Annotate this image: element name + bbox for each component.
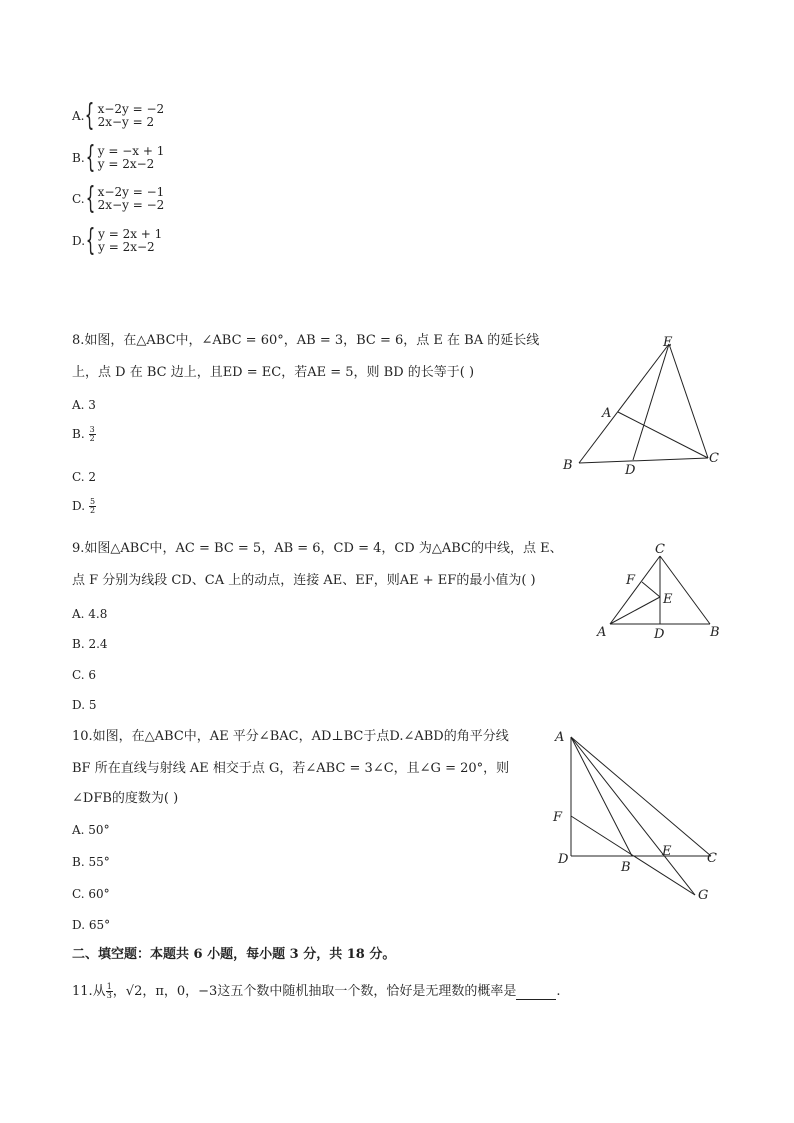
option-label: A. xyxy=(72,109,85,123)
ray-ag xyxy=(571,737,695,895)
numerator: 1 xyxy=(106,982,112,991)
q8-option-d xyxy=(72,498,96,515)
q10-stem-line1: 10.如图，在△ABC中，AE 平分∠BAC，AD⊥BC于点D.∠ABD的角平分线 xyxy=(72,729,509,744)
equation: 2x−y = 2 xyxy=(97,115,155,129)
q7-option-c xyxy=(72,181,165,216)
q10-option-b: B. 55° xyxy=(72,855,110,869)
segment-ac xyxy=(571,737,711,856)
q11-stem xyxy=(72,983,560,1000)
fraction xyxy=(89,426,96,443)
brace-icon: { xyxy=(85,181,95,216)
point-label-d: D xyxy=(558,852,569,867)
point-label-a: A xyxy=(602,406,612,421)
point-label-f: F xyxy=(553,810,563,825)
point-label-d: D xyxy=(625,463,636,478)
q9-option-c: C. 6 xyxy=(72,668,97,682)
option-label: D. xyxy=(72,499,86,513)
q7-option-a xyxy=(72,98,165,133)
segment-fe xyxy=(642,582,660,597)
segment-ed xyxy=(633,344,669,460)
point-label-f: F xyxy=(626,573,636,588)
brace-icon: { xyxy=(85,98,95,133)
section-title: 二、填空题：本题共 6 小题，每小题 3 分，共 18 分。 xyxy=(72,947,396,962)
q10-option-a: A. 50° xyxy=(72,823,110,837)
q9-stem-line1: 9.如图△ABC中，AC = BC = 5，AB = 6，CD = 4，CD 为△ABC的中线，点 E、 xyxy=(72,541,563,556)
point-label-b: B xyxy=(621,860,631,875)
q7-option-d xyxy=(72,223,163,258)
equation: y = 2x−2 xyxy=(97,157,155,171)
denominator: 2 xyxy=(89,434,95,443)
q11-body: ，√2，π，0，−3这五个数中随机抽取一个数，恰好是无理数的概率是 xyxy=(112,984,517,999)
q9-figure xyxy=(590,540,730,645)
segment-ae xyxy=(610,597,660,624)
option-label: D. xyxy=(72,234,86,248)
segment-be xyxy=(579,344,669,463)
point-label-c: C xyxy=(655,542,665,557)
point-label-e: E xyxy=(663,335,673,350)
option-label: B. xyxy=(72,151,85,165)
q10-stem-line3: ∠DFB的度数为( ) xyxy=(72,791,179,806)
equation: y = 2x−2 xyxy=(98,240,155,254)
q9-option-b: B. 2.4 xyxy=(72,637,108,651)
point-label-b: B xyxy=(563,458,573,473)
equation: y = 2x + 1 xyxy=(98,227,163,241)
point-label-c: C xyxy=(707,851,717,866)
denominator: 2 xyxy=(90,506,96,515)
q11-end: . xyxy=(556,984,561,999)
q9-option-a: A. 4.8 xyxy=(72,607,108,621)
numerator: 5 xyxy=(90,497,96,506)
q11-prefix: 11.从 xyxy=(72,984,106,999)
numerator: 3 xyxy=(89,425,95,434)
q8-figure xyxy=(555,330,735,480)
q10-option-d: D. 65° xyxy=(72,918,111,932)
q10-figure xyxy=(545,725,730,910)
fraction xyxy=(89,498,96,515)
brace-icon: { xyxy=(85,223,96,258)
point-label-b: B xyxy=(710,625,720,640)
point-label-g: G xyxy=(698,888,709,903)
q8-stem-line2: 上，点 D 在 BC 边上，且ED = EC，若AE = 5，则 BD 的长等于( ) xyxy=(72,365,475,380)
point-label-a: A xyxy=(555,730,565,745)
fraction xyxy=(106,983,113,1000)
equation: x−2y = −2 xyxy=(97,102,165,116)
denominator: 3 xyxy=(106,991,112,1000)
segment-cb xyxy=(660,556,710,624)
q9-stem-line2: 点 F 分别为线段 CD、CA 上的动点，连接 AE、EF，则AE + EF的最小值为( ) xyxy=(72,573,536,588)
equation: y = −x + 1 xyxy=(97,144,165,158)
brace-icon: { xyxy=(85,140,95,175)
option-label: B. xyxy=(72,427,85,441)
q7-option-b xyxy=(72,140,165,175)
q9-option-d: D. 5 xyxy=(72,698,97,712)
point-label-e: E xyxy=(662,844,672,859)
point-label-d: D xyxy=(654,627,665,642)
point-label-c: C xyxy=(709,451,719,466)
equation: x−2y = −1 xyxy=(97,185,165,199)
q10-option-c: C. 60° xyxy=(72,887,110,901)
point-label-e: E xyxy=(663,592,673,607)
segment-ab xyxy=(571,737,632,856)
answer-blank[interactable] xyxy=(516,987,556,1000)
equation: 2x−y = −2 xyxy=(97,198,165,212)
segment-ac xyxy=(610,556,660,624)
option-label: C. xyxy=(72,192,85,206)
q8-option-b xyxy=(72,426,96,443)
q8-option-a: A. 3 xyxy=(72,398,96,412)
q10-stem-line2: BF 所在直线与射线 AE 相交于点 G，若∠ABC = 3∠C，且∠G = 20°，则 xyxy=(72,761,510,776)
point-label-a: A xyxy=(597,625,607,640)
q8-option-c: C. 2 xyxy=(72,470,97,484)
segment-bc xyxy=(579,458,708,463)
q8-stem-line1: 8.如图，在△ABC中，∠ABC = 60°，AB = 3，BC = 6，点 E 在 BA 的延长线 xyxy=(72,333,540,348)
